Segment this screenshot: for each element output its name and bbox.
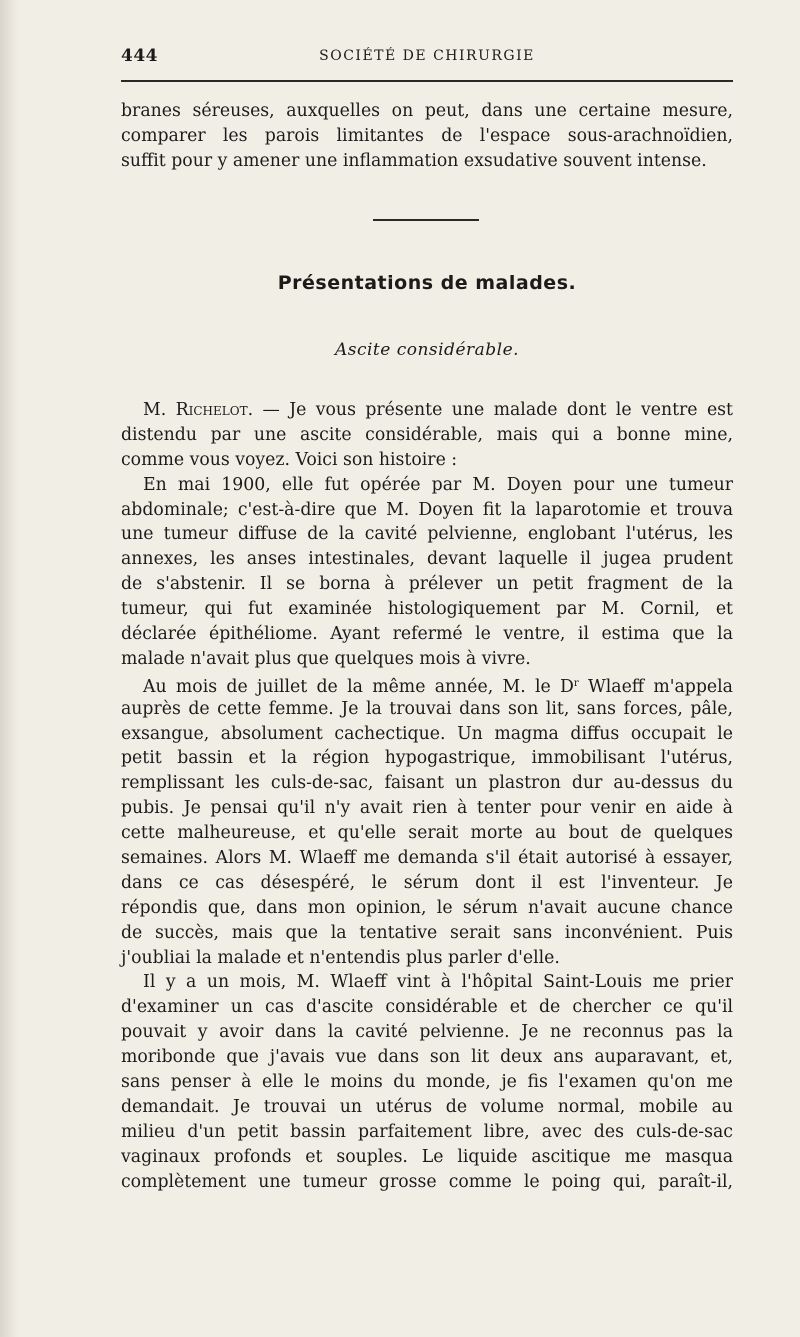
text-line: remplissant les culs-de-sac, faisant un plastron dur au-dessus du bbox=[121, 773, 733, 794]
header-rule bbox=[121, 80, 733, 82]
text-line: répondis que, dans mon opinion, le sérum n'avait aucune chance bbox=[121, 897, 733, 918]
text-line: malade n'avait plus que quelques mois à vivre. bbox=[121, 648, 531, 669]
text-line bbox=[121, 398, 733, 423]
page-number: 444 bbox=[121, 46, 158, 66]
text-line: annexes, les anses intestinales, devant laquelle il jugea prudent bbox=[121, 549, 733, 570]
text-line: abdominale; c'est-à-dire que M. Doyen fit la laparotomie et trouva bbox=[121, 499, 733, 520]
text-line: pubis. Je pensai qu'il n'y avait rien à tenter pour venir en aide à bbox=[121, 798, 733, 819]
text-line: complètement une tumeur grosse comme le poing qui, paraît-il, bbox=[121, 1171, 733, 1192]
text-line: tumeur, qui fut examinée histologiquement par M. Cornil, et bbox=[121, 599, 733, 620]
case-subtitle: Ascite considérable. bbox=[334, 340, 520, 360]
text-fragment: Au mois de juillet de la même année, M. le D bbox=[143, 676, 574, 697]
text-line: demandait. Je trouvai un utérus de volume normal, mobile au bbox=[121, 1096, 733, 1117]
text-line: comparer les parois limitantes de l'espace sous-arachnoïdien, bbox=[121, 125, 733, 146]
text-line: auprès de cette femme. Je la trouvai dans son lit, sans forces, pâle, bbox=[121, 698, 733, 719]
text-line: moribonde que j'avais vue dans son lit deux ans auparavant, et, bbox=[121, 1047, 733, 1068]
text-line: distendu par une ascite considérable, mais qui a bonne mine, bbox=[121, 424, 733, 445]
text-line: de succès, mais que la tentative serait sans inconvénient. Puis bbox=[121, 922, 733, 943]
text-line: Il y a un mois, M. Wlaeff vint à l'hôpital Saint-Louis me prier bbox=[143, 972, 733, 993]
text-line: comme vous voyez. Voici son histoire : bbox=[121, 449, 458, 470]
text-line bbox=[121, 672, 733, 697]
text-line: cette malheureuse, et qu'elle serait morte au bout de quelques bbox=[121, 823, 733, 844]
page-edge-shadow bbox=[0, 0, 18, 1337]
text-line: branes séreuses, auxquelles on peut, dans une certaine mesure, bbox=[121, 101, 733, 121]
body-text bbox=[121, 398, 733, 1195]
text-line: sans penser à elle le moins du monde, je fis l'examen qu'on me bbox=[121, 1072, 733, 1093]
running-head: SOCIÉTÉ DE CHIRURGIE bbox=[319, 48, 535, 64]
text-line: une tumeur diffuse de la cavité pelvienne, englobant l'utérus, les bbox=[121, 524, 733, 545]
text-line: suffit pour y amener une inflammation exsudative souvent intense. bbox=[121, 150, 707, 171]
section-divider bbox=[373, 219, 479, 221]
section-title: Présentations de malades. bbox=[277, 272, 577, 294]
speaker-name: M. Richelot. bbox=[143, 400, 254, 420]
text-line: déclarée épithéliome. Ayant refermé le ventre, il estima que la bbox=[121, 624, 733, 645]
text-line: j'oubliai la malade et n'entendis plus parler d'elle. bbox=[121, 947, 560, 968]
text-line: vaginaux profonds et souples. Le liquide ascitique me masqua bbox=[121, 1146, 733, 1167]
text-line: de s'abstenir. Il se borna à prélever un petit fragment de la bbox=[121, 574, 733, 595]
text-line: exsangue, absolument cachectique. Un magma diffus occupait le bbox=[121, 723, 733, 744]
text-line: petit bassin et la région hypogastrique, immobilisant l'utérus, bbox=[121, 748, 733, 769]
text-line: pouvait y avoir dans la cavité pelvienne. Je ne reconnus pas la bbox=[121, 1022, 733, 1043]
continuation-paragraph bbox=[121, 99, 733, 174]
text-line: En mai 1900, elle fut opérée par M. Doyen pour une tumeur bbox=[143, 474, 733, 495]
text-line: dans ce cas désespéré, le sérum dont il est l'inventeur. Je bbox=[121, 872, 733, 893]
text-line: d'examiner un cas d'ascite considérable et de chercher ce qu'il bbox=[121, 997, 733, 1018]
text-line: milieu d'un petit bassin parfaitement libre, avec des culs-de-sac bbox=[121, 1121, 733, 1142]
speech-start: — Je vous présente une malade dont le ventre est bbox=[253, 400, 733, 420]
superscript: r bbox=[573, 677, 579, 689]
text-fragment: Wlaeff m'appela bbox=[578, 676, 733, 697]
page-header bbox=[121, 42, 733, 72]
text-line: semaines. Alors M. Wlaeff me demanda s'il était autorisé à essayer, bbox=[121, 848, 733, 869]
